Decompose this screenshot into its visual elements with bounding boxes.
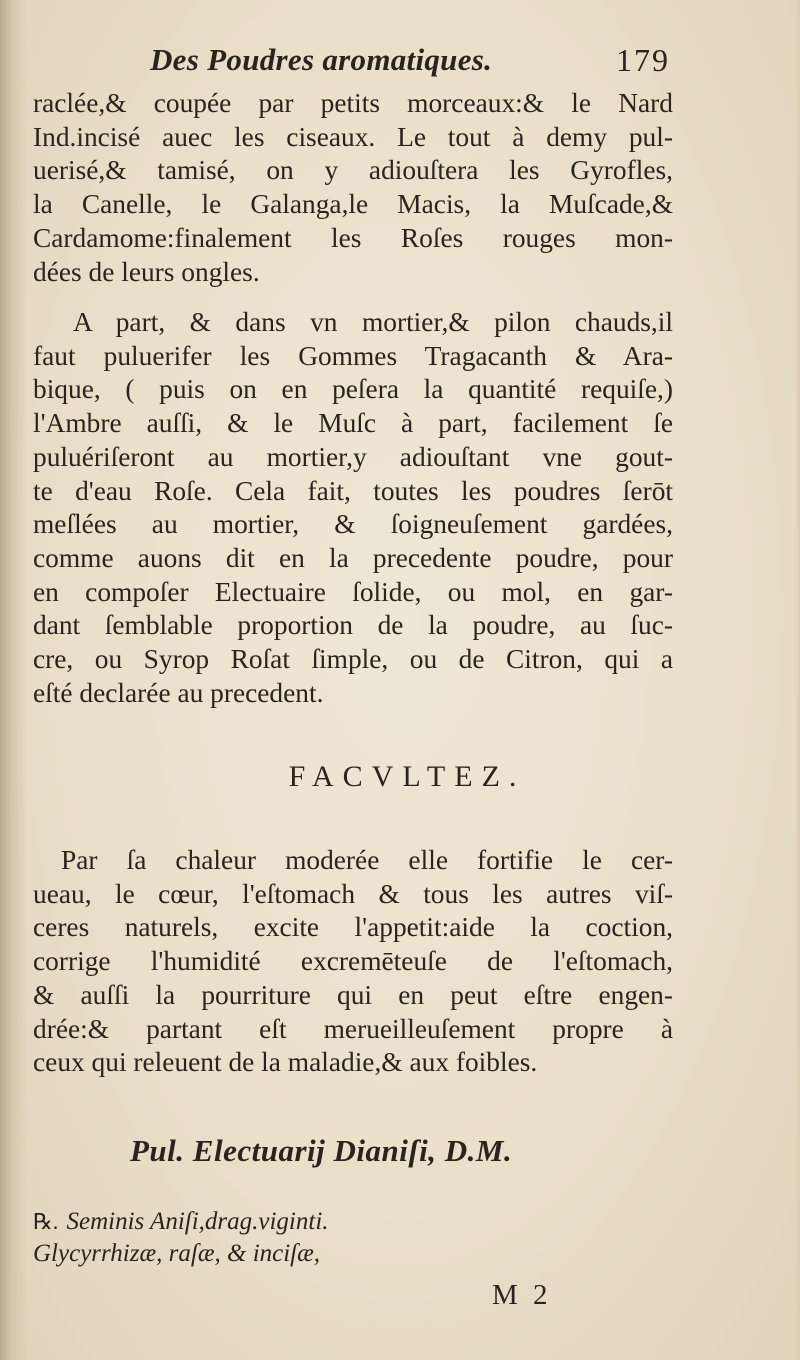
text-line: faut puluerifer les Gommes Tragacanth & Ara- bbox=[33, 340, 673, 371]
signature-mark: M 2 bbox=[492, 1279, 552, 1311]
text-line: & auſſi la pourriture qui en peut eſtre engen- bbox=[33, 979, 673, 1010]
running-title: Des Poudres aromatiques. bbox=[150, 42, 493, 77]
text-line: uerisé,& tamisé, on y adiouſtera les Gyrofles, bbox=[33, 155, 673, 186]
text-line: dées de leurs ongles. bbox=[33, 256, 260, 287]
page-number: 179 bbox=[616, 42, 670, 78]
text-line: te d'eau Roſe. Cela fait, toutes les poudres ſerōt bbox=[33, 475, 673, 506]
text-line: puluériſeront au mortier,y adiouſtant vne gout- bbox=[33, 441, 673, 472]
page-header bbox=[150, 42, 670, 92]
recipe-symbol: ℞. bbox=[33, 1209, 59, 1234]
recipe-line bbox=[33, 1206, 673, 1238]
paragraph-1 bbox=[33, 87, 673, 289]
text-line: corrige l'humidité excremēteuſe de l'eſtomach, bbox=[33, 946, 673, 977]
recipe-line-text: Glycyrrhizæ, raſæ, & inciſæ, bbox=[33, 1240, 321, 1267]
gutter-shadow bbox=[0, 0, 28, 1360]
text-line: Par ſa chaleur moderée elle fortifie le cer- bbox=[61, 845, 673, 875]
text-line: l'Ambre auſſi, & le Muſc à part, facilement ſe bbox=[33, 408, 673, 439]
text-line: cre, ou Syrop Roſat ſimple, ou de Citron, qui a bbox=[33, 644, 673, 675]
paragraph-2 bbox=[33, 306, 673, 710]
text-line: drée:& partant eſt merueilleuſement propre à bbox=[33, 1013, 673, 1044]
text-line: Ind.incisé auec les ciseaux. Le tout à demy pul- bbox=[33, 121, 673, 152]
paragraph-3 bbox=[33, 844, 673, 1080]
text-line: bique, ( puis on en peſera la quantité requiſe,) bbox=[33, 374, 673, 405]
page-edge bbox=[794, 0, 800, 1360]
text-line: eſté declarée au precedent. bbox=[33, 677, 324, 708]
recipe-ingredients bbox=[33, 1206, 673, 1270]
text-line: ueau, le cœur, l'eſtomach & tous les autres viſ- bbox=[33, 878, 673, 909]
recipe-line bbox=[33, 1238, 673, 1270]
text-line: raclée,& coupée par petits morceaux:& le Nard bbox=[33, 88, 673, 118]
recipe-title: Pul. Electuarij Dianiſi, D.M. bbox=[130, 1133, 513, 1168]
text-line: en compoſer Electuaire ſolide, ou mol, en gar- bbox=[33, 576, 673, 607]
text-line: dant ſemblable proportion de la poudre, au ſuc- bbox=[33, 610, 673, 641]
text-line: Cardamome:finalement les Roſes rouges mon- bbox=[33, 222, 673, 253]
text-line: comme auons dit en la precedente poudre, pour bbox=[33, 542, 673, 573]
text-line: A part, & dans vn mortier,& pilon chauds,il bbox=[73, 307, 673, 337]
recipe-line-text: Seminis Aniſi,drag.viginti. bbox=[66, 1208, 329, 1235]
text-line: ceux qui releuent de la maladie,& aux foibles. bbox=[33, 1047, 538, 1078]
text-line: la Canelle, le Galanga,le Macis, la Muſcade,& bbox=[33, 189, 673, 220]
section-heading: FACVLTEZ. bbox=[288, 760, 526, 793]
text-line: meſlées au mortier, & ſoigneuſement gardées, bbox=[33, 509, 673, 540]
text-line: ceres naturels, excite l'appetit:aide la coction, bbox=[33, 912, 673, 943]
